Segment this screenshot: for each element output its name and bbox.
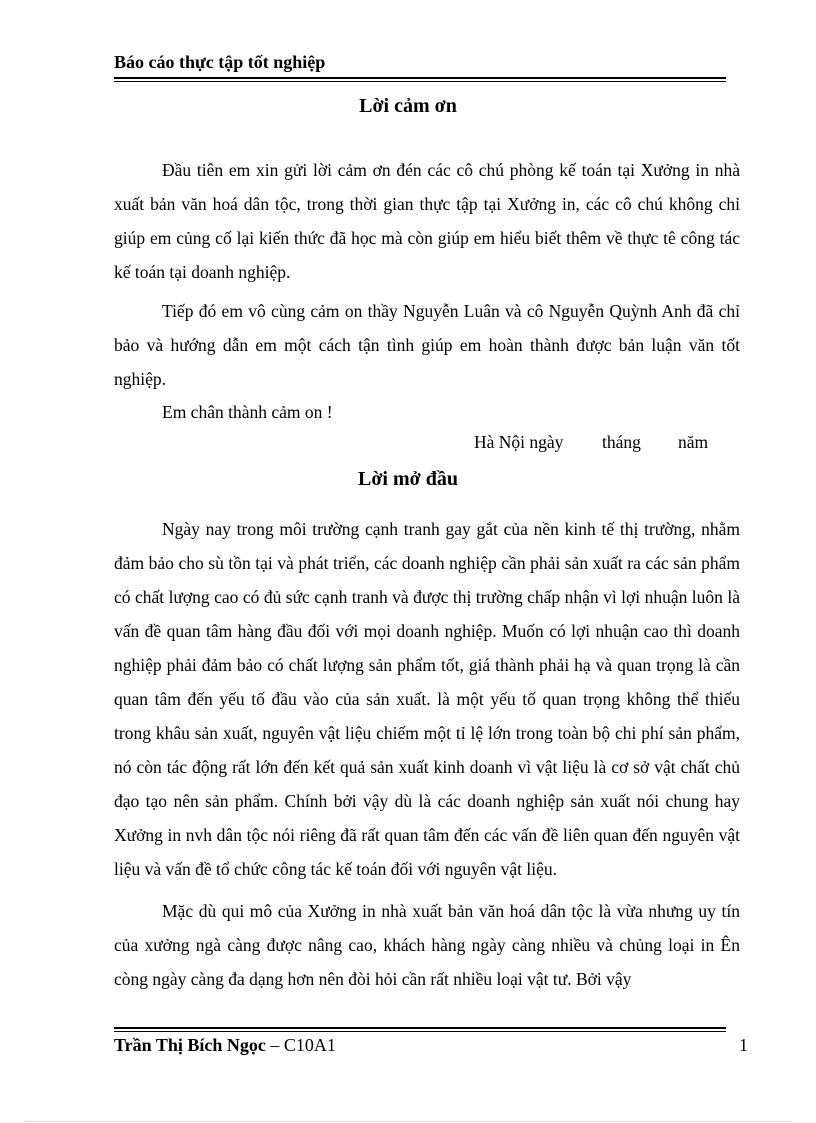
page-number: 1 — [739, 1035, 748, 1055]
date-month: tháng — [602, 432, 641, 452]
date-place: Hà Nội ngày — [474, 432, 564, 452]
footer-class-code: C10A1 — [283, 1035, 336, 1055]
thanks-paragraph-2: Tiếp đó em vô cùng cảm on thầy Nguyễn Luân và cô Nguyễn Quỳnh Anh đã chỉ bảo và hướng dẫn em một cách tận tình giúp em hoàn thành được bản luận văn tốt nghiệp. — [114, 301, 740, 389]
footer-author-line — [114, 1035, 336, 1056]
intro-heading: Lời mở đầu — [358, 468, 458, 490]
thanks-paragraph-3: Em chân thành cảm on ! — [162, 402, 333, 422]
thanks-paragraph-1: Đầu tiên em xin gửi lời cảm ơn đén các cô chú phòng kế toán tại Xưởng in nhà xuất bản văn hoá dân tộc, trong thời gian thực tập tại Xưởng in, các cô chú không chỉ giúp em củng cố lại kiến thức đã học mà còn giúp em hiểu biết thêm về thực tê công tác kế toán tại doanh nghiệp. — [114, 160, 740, 282]
page-edge-divider — [24, 1121, 792, 1122]
date-year: năm — [678, 432, 709, 452]
footer-rule-thick — [114, 1027, 726, 1029]
header-rule-thin — [114, 81, 726, 82]
footer-rule-thin — [114, 1031, 726, 1032]
thanks-heading: Lời cảm ơn — [359, 95, 457, 117]
footer-author: Trần Thị Bích Ngọc — [114, 1035, 266, 1055]
intro-paragraph-1: Ngày nay trong môi trường cạnh tranh gay gắt của nền kinh tế thị trường, nhằm đảm bảo cho sù tồn tại và phát triển, các doanh nghiệp cần phải sản xuất ra các sản phẩm có chất lượng cao có đủ sức cạnh tranh và được thị trường chấp nhận vì lợi nhuận luôn là vấn đề quan tâm hàng đầu đối với mọi doanh nghiệp. Muốn có lợi nhuận cao thì doanh nghiệp phải đảm bảo có chất lượng sản phẩm tốt, giá thành phải hạ và quan trọng là cần quan tâm đến yếu tố đầu vào của sản xuất. là một yếu tố quan trọng không thể thiếu trong khâu sản xuất, nguyên vật liệu chiếm một tỉ lệ lớn trong toàn bộ chi phí sản phẩm, nó còn tác động rất lớn đến kết quả sản xuất kinh doanh vì vật liệu là cơ sở vật chất chủ đạo tạo nên sản phẩm. Chính bởi vậy dù là các doanh nghiệp sản xuất nói chung hay Xưởng in nvh dân tộc nói riêng đã rất quan tâm đến các vấn đề liên quan đến nguyên vật liệu và vấn đề tổ chức công tác kế toán đối với nguyên vật liệu. — [114, 519, 740, 879]
footer-separator: – — [265, 1035, 284, 1055]
intro-paragraph-2: Mặc dù qui mô của Xưởng in nhà xuất bản văn hoá dân tộc là vừa nhưng uy tín của xưởng ngà càng được nâng cao, khách hàng ngày càng nhiều và chủng loại in Ên còng ngày càng đa dạng hơn nên đòi hỏi cần rất nhiều loại vật tư. Bởi vậy — [114, 901, 740, 989]
header-rule-thick — [114, 77, 726, 79]
header-title: Báo cáo thực tập tốt nghiệp — [114, 52, 326, 72]
